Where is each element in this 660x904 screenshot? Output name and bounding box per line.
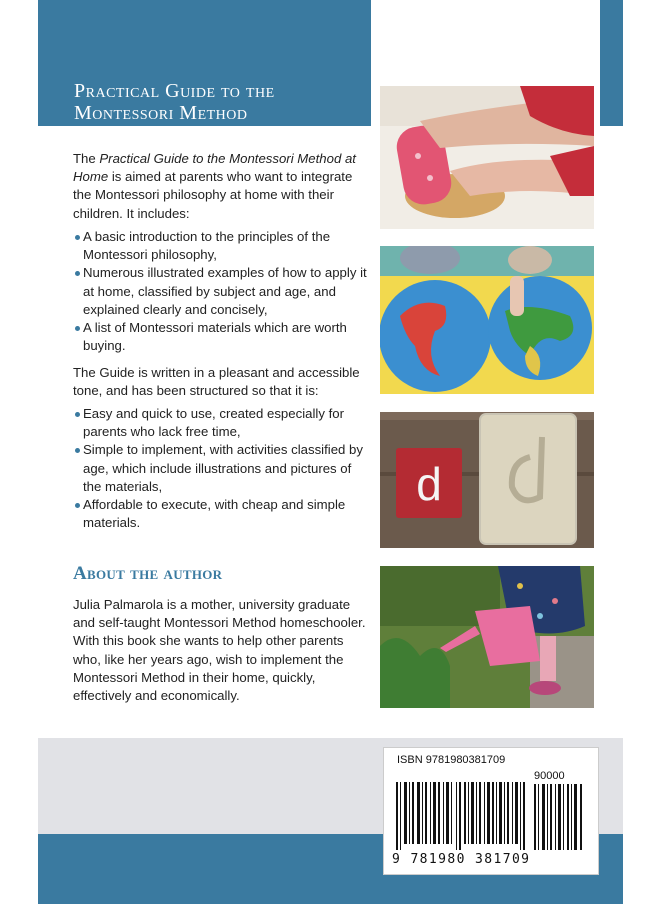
list-item: A list of Montessori materials which are worth buying.: [73, 319, 371, 355]
isbn-barcode: [383, 747, 599, 875]
photo-playdough: [380, 86, 594, 229]
sandpaper-letter: d: [416, 458, 442, 510]
includes-list: [73, 228, 371, 355]
accent-strip: [600, 0, 623, 126]
features-list: [73, 405, 371, 532]
list-item: Affordable to execute, with cheap and simple materials.: [73, 496, 371, 532]
author-bio: Julia Palmarola is a mother, university graduate and self-taught Montessori Method homeschooler. With this book she wants to help other parents who, like her years ago, wish to implement the Montessori Method in their home, quickly, effectively and economically.: [73, 597, 366, 704]
photo-watering-can: [380, 566, 594, 708]
list-item: Easy and quick to use, created especially for parents who lack free time,: [73, 405, 371, 441]
barcode-digits: 9 781980 381709: [392, 852, 531, 867]
list-item: A basic introduction to the principles of the Montessori philosophy,: [73, 228, 371, 264]
guide-paragraph: The Guide is written in a pleasant and accessible tone, and has been structured so that it is:: [73, 365, 360, 399]
about-heading: About the author: [73, 563, 223, 584]
isbn-label: ISBN 9781980381709: [397, 754, 506, 766]
addon-bars: [534, 784, 584, 850]
bullet-icon: [75, 448, 80, 453]
price-code: 90000: [534, 770, 565, 782]
title-line-1: Practical Guide to the: [74, 80, 275, 102]
bullet-icon: [75, 235, 80, 240]
photo-world-map: [380, 246, 594, 394]
title-line-2: Montessori Method: [74, 102, 248, 124]
barcode-bars: [396, 768, 526, 850]
intro-paragraph: The Practical Guide to the Montessori Method at Home is aimed at parents who want to integrate the Montessori philosophy at home with their children. It includes:: [73, 151, 356, 221]
book-title: [74, 80, 364, 124]
intro-book-title: Practical Guide to the Montessori Method at Home: [73, 151, 356, 185]
bullet-icon: [75, 271, 80, 276]
list-item: Simple to implement, with activities classified by age, which include illustrations and pictures of the materials,: [73, 441, 371, 496]
bullet-icon: [75, 326, 80, 331]
photo-sand-tray: [380, 412, 594, 548]
bullet-icon: [75, 412, 80, 417]
bullet-icon: [75, 503, 80, 508]
list-item: Numerous illustrated examples of how to apply it at home, classified by subject and age, and explained clearly and concisely,: [73, 264, 371, 319]
